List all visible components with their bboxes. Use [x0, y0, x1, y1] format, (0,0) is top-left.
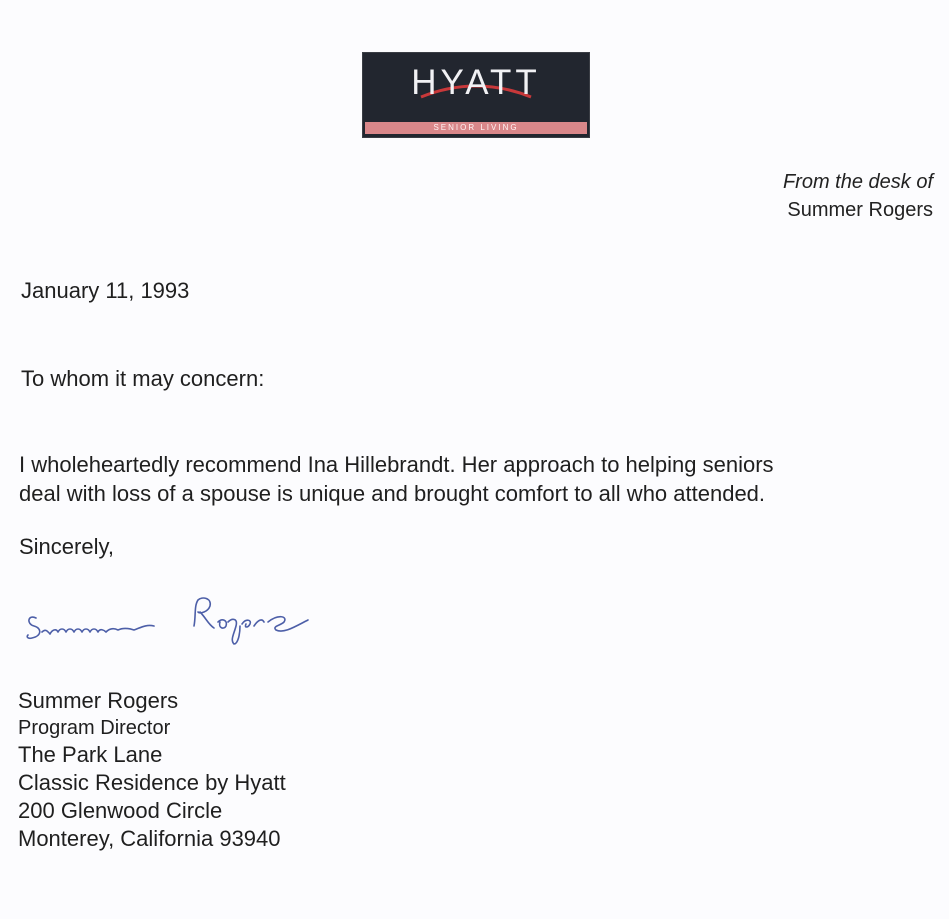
signer-name: Summer Rogers — [18, 688, 179, 713]
handwritten-signature — [22, 588, 322, 658]
city-state-zip: Monterey, California 93940 — [18, 826, 281, 851]
desk-name: Summer Rogers — [787, 199, 933, 221]
organization-parent: Classic Residence by Hyatt — [18, 770, 286, 795]
letter-date: January 11, 1993 — [21, 278, 190, 303]
closing: Sincerely, — [19, 534, 114, 559]
body-line-2: deal with loss of a spouse is unique and brought comfort to all who attended. — [19, 481, 766, 506]
from-desk-header — [783, 168, 933, 224]
signer-title: Program Director — [18, 717, 171, 739]
signature-block — [18, 687, 286, 853]
hyatt-logo — [363, 53, 589, 137]
street-address: 200 Glenwood Circle — [18, 798, 223, 823]
logo-tagline: SENIOR LIVING — [365, 122, 587, 134]
salutation: To whom it may concern: — [21, 366, 265, 391]
logo-brand: HYATT — [411, 63, 541, 102]
organization-name: The Park Lane — [18, 742, 163, 767]
letter-body — [19, 450, 929, 508]
body-line-1: I wholeheartedly recommend Ina Hillebrandt. Her approach to helping seniors — [19, 452, 774, 477]
desk-caption: From the desk of — [782, 171, 933, 193]
